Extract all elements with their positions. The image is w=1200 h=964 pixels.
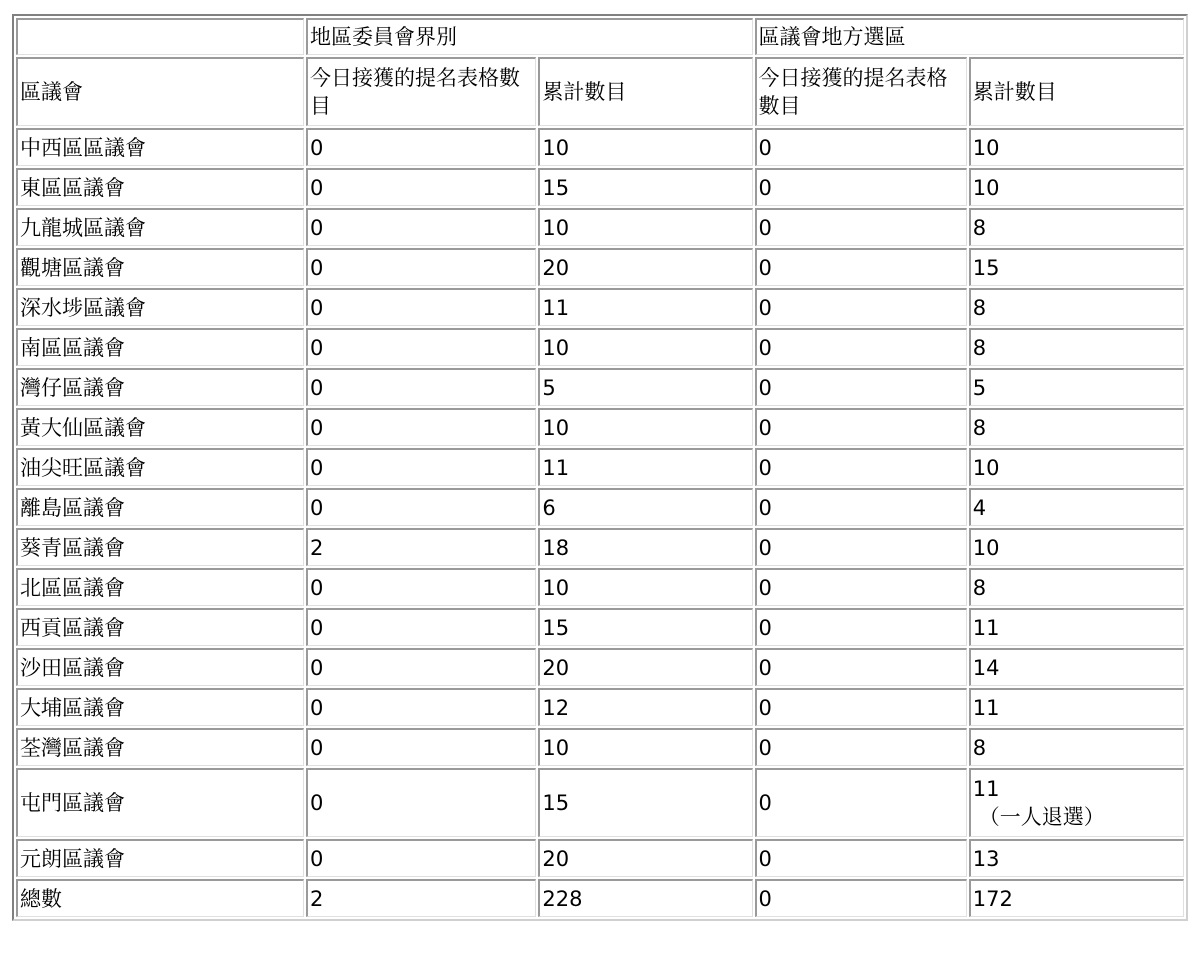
cell-cumulative-a — [538, 368, 752, 406]
cell-council — [16, 248, 304, 286]
corner-cell — [16, 18, 304, 55]
cell-today-b — [755, 839, 967, 877]
cell-cumulative-a — [538, 839, 752, 877]
cell-today-a-value: 0 — [309, 615, 324, 640]
cell-cumulative-b — [969, 328, 1184, 366]
cell-today-a-value: 0 — [309, 415, 324, 440]
total-today-a: 2 — [306, 879, 536, 917]
cell-today-b-value: 0 — [758, 535, 772, 560]
cell-today-b-value: 0 — [758, 255, 772, 280]
cell-cumulative-a — [538, 648, 752, 686]
cell-council-value: 觀塘區議會 — [20, 255, 125, 280]
cell-today-a-value: 0 — [309, 335, 324, 360]
cell-cumulative-a — [538, 248, 752, 286]
cell-cumulative-a — [538, 768, 752, 837]
cell-today-a — [306, 728, 536, 766]
table-row — [16, 288, 1184, 326]
cell-council-value: 元朗區議會 — [20, 846, 125, 871]
cell-today-a — [306, 528, 536, 566]
cell-today-a — [306, 328, 536, 366]
cell-cumulative-a — [538, 528, 752, 566]
cell-council-value: 黃大仙區議會 — [20, 415, 146, 440]
cell-cumulative-a-value: 20 — [542, 255, 570, 280]
cell-cumulative-a-value: 18 — [542, 535, 570, 560]
table-row — [16, 688, 1184, 726]
column-header-cumulative-b: 累計數目 — [969, 57, 1184, 126]
cell-today-b — [755, 288, 967, 326]
cell-today-b — [755, 568, 967, 606]
cell-cumulative-a-value: 10 — [542, 135, 570, 160]
cell-today-a-value: 0 — [309, 575, 324, 600]
table-row — [16, 768, 1184, 837]
cell-cumulative-b — [969, 648, 1184, 686]
cell-cumulative-a-value: 10 — [542, 415, 570, 440]
column-header-today-b: 今日接獲的提名表格數目 — [755, 57, 967, 126]
cell-council — [16, 728, 304, 766]
cell-cumulative-a — [538, 328, 752, 366]
cell-council — [16, 368, 304, 406]
cell-cumulative-b — [969, 128, 1184, 166]
cell-today-b — [755, 608, 967, 646]
cell-today-a-value: 0 — [309, 495, 324, 520]
table-row — [16, 248, 1184, 286]
cell-cumulative-b-value: 8 — [972, 735, 987, 760]
total-cumulative-b: 172 — [969, 879, 1184, 917]
cell-cumulative-a-value: 20 — [542, 655, 570, 680]
cell-cumulative-a-value: 12 — [542, 695, 570, 720]
table-row — [16, 568, 1184, 606]
nomination-count-table — [12, 14, 1188, 921]
cell-cumulative-a — [538, 688, 752, 726]
cell-council — [16, 328, 304, 366]
table-row — [16, 648, 1184, 686]
cell-today-b-value: 0 — [758, 695, 772, 720]
cell-today-b — [755, 488, 967, 526]
cell-council — [16, 408, 304, 446]
cell-council-value: 中西區區議會 — [20, 135, 146, 160]
cell-today-a — [306, 248, 536, 286]
cell-today-a-value: 0 — [309, 215, 324, 240]
cell-today-a — [306, 839, 536, 877]
cell-council-value: 西貢區議會 — [20, 615, 125, 640]
cell-cumulative-b — [969, 568, 1184, 606]
cell-today-b-value: 0 — [758, 455, 772, 480]
cell-cumulative-b-value: 8 — [972, 575, 987, 600]
table-row — [16, 408, 1184, 446]
cell-cumulative-b-value: 10 — [972, 175, 1000, 200]
cell-cumulative-b-value: 11 — [972, 615, 1000, 640]
cell-today-a-value: 0 — [309, 455, 324, 480]
cell-today-b — [755, 208, 967, 246]
cell-cumulative-b-value: 8 — [972, 335, 987, 360]
cell-council-value: 屯門區議會 — [20, 791, 125, 815]
cell-council-value: 荃灣區議會 — [20, 735, 125, 760]
column-header-row — [16, 57, 1184, 126]
cell-cumulative-b — [969, 368, 1184, 406]
cell-today-b-value: 0 — [758, 375, 772, 400]
cell-cumulative-b — [969, 688, 1184, 726]
cell-today-b — [755, 408, 967, 446]
table-row — [16, 368, 1184, 406]
cell-today-a — [306, 408, 536, 446]
cell-council — [16, 839, 304, 877]
cell-today-b — [755, 528, 967, 566]
cell-today-a — [306, 168, 536, 206]
cell-today-b-value: 0 — [758, 791, 772, 815]
table-row — [16, 488, 1184, 526]
table-row — [16, 208, 1184, 246]
column-header-council: 區議會 — [16, 57, 304, 126]
cell-today-b — [755, 768, 967, 837]
cell-today-b — [755, 688, 967, 726]
cell-today-a-value: 0 — [309, 175, 324, 200]
cell-council-value: 油尖旺區議會 — [20, 455, 146, 480]
cell-cumulative-a — [538, 728, 752, 766]
cell-cumulative-b-value: 10 — [972, 535, 1000, 560]
cell-today-b-value: 0 — [758, 135, 772, 160]
cell-council-value: 東區區議會 — [20, 175, 125, 200]
cell-today-a-value: 0 — [309, 295, 324, 320]
cell-today-a — [306, 648, 536, 686]
cell-today-b — [755, 648, 967, 686]
withdrawal-note: （一人退選） — [978, 805, 1105, 829]
cell-today-b-value: 0 — [758, 575, 772, 600]
cell-cumulative-a-value: 11 — [542, 295, 570, 320]
cell-today-a — [306, 688, 536, 726]
cell-today-b — [755, 728, 967, 766]
cell-council-value: 大埔區議會 — [20, 695, 125, 720]
cell-cumulative-a — [538, 408, 752, 446]
total-row — [16, 879, 1184, 917]
cell-cumulative-b-value: 13 — [972, 846, 1000, 871]
column-header-today-a: 今日接獲的提名表格數目 — [306, 57, 536, 126]
cell-council — [16, 208, 304, 246]
cell-council — [16, 128, 304, 166]
cell-today-b-value: 0 — [758, 295, 772, 320]
cell-today-b — [755, 128, 967, 166]
cell-cumulative-a-value: 20 — [542, 846, 570, 871]
cell-cumulative-b — [969, 728, 1184, 766]
cell-council — [16, 448, 304, 486]
cell-council — [16, 688, 304, 726]
cell-today-b — [755, 168, 967, 206]
cell-council — [16, 568, 304, 606]
cell-today-b-value: 0 — [758, 735, 772, 760]
table-row — [16, 728, 1184, 766]
group-header-row — [16, 18, 1184, 55]
cell-today-a — [306, 208, 536, 246]
cell-cumulative-a — [538, 168, 752, 206]
cell-today-a — [306, 608, 536, 646]
cell-cumulative-b-value: 14 — [972, 655, 1000, 680]
cell-cumulative-b — [969, 408, 1184, 446]
cell-today-a — [306, 288, 536, 326]
cell-cumulative-a-value: 10 — [542, 735, 570, 760]
cell-today-a-value: 0 — [309, 791, 324, 815]
cell-today-a-value: 0 — [309, 735, 324, 760]
cell-cumulative-b — [969, 528, 1184, 566]
total-today-b: 0 — [755, 879, 967, 917]
cell-council-value: 離島區議會 — [20, 495, 125, 520]
cell-cumulative-a — [538, 288, 752, 326]
cell-cumulative-a-value: 15 — [542, 791, 570, 815]
table-row — [16, 528, 1184, 566]
cell-today-a — [306, 488, 536, 526]
cell-today-b-value: 0 — [758, 175, 772, 200]
cell-council-value: 深水埗區議會 — [20, 295, 146, 320]
cell-cumulative-a-value: 10 — [542, 215, 570, 240]
cell-cumulative-a-value: 10 — [542, 575, 570, 600]
cell-council — [16, 528, 304, 566]
cell-cumulative-b — [969, 839, 1184, 877]
cell-cumulative-b — [969, 488, 1184, 526]
cell-cumulative-a — [538, 448, 752, 486]
cell-council — [16, 168, 304, 206]
cell-today-b — [755, 448, 967, 486]
cell-council-value: 九龍城區議會 — [20, 215, 146, 240]
cell-today-a-value: 0 — [309, 846, 324, 871]
cell-today-b-value: 0 — [758, 495, 772, 520]
cell-cumulative-a — [538, 128, 752, 166]
cell-council-value: 南區區議會 — [20, 335, 125, 360]
cell-cumulative-b — [969, 248, 1184, 286]
cell-today-b — [755, 328, 967, 366]
cell-cumulative-a-value: 11 — [542, 455, 570, 480]
cell-today-b-value: 0 — [758, 615, 772, 640]
table-body — [16, 18, 1184, 917]
cell-today-a-value: 0 — [309, 695, 324, 720]
cell-cumulative-b — [969, 208, 1184, 246]
cell-cumulative-a-value: 10 — [542, 335, 570, 360]
table-row — [16, 168, 1184, 206]
cell-today-a — [306, 768, 536, 837]
cell-cumulative-b-value: 4 — [972, 495, 987, 520]
cell-council — [16, 608, 304, 646]
cell-today-a — [306, 368, 536, 406]
cell-council-value: 沙田區議會 — [20, 655, 125, 680]
cell-today-b-value: 0 — [758, 215, 772, 240]
total-label: 總數 — [16, 879, 304, 917]
total-cumulative-a: 228 — [538, 879, 752, 917]
cell-cumulative-a-value: 6 — [542, 495, 556, 520]
nomination-table-container — [12, 14, 1188, 946]
table-row — [16, 328, 1184, 366]
cell-today-b — [755, 248, 967, 286]
cell-today-b-value: 0 — [758, 335, 772, 360]
cell-cumulative-b-value: 11 — [972, 777, 1000, 801]
cell-council-value: 葵青區議會 — [20, 535, 125, 560]
cell-cumulative-a — [538, 208, 752, 246]
cell-cumulative-a-value: 5 — [542, 375, 556, 400]
cell-cumulative-a-value: 15 — [542, 615, 570, 640]
cell-cumulative-b — [969, 768, 1184, 837]
cell-cumulative-b-value: 10 — [972, 135, 1000, 160]
cell-today-a-value: 0 — [309, 255, 324, 280]
cell-cumulative-b-value: 8 — [972, 215, 987, 240]
cell-cumulative-b — [969, 168, 1184, 206]
cell-cumulative-a — [538, 488, 752, 526]
table-row — [16, 448, 1184, 486]
cell-cumulative-a-value: 15 — [542, 175, 570, 200]
cell-cumulative-a — [538, 568, 752, 606]
cell-council — [16, 288, 304, 326]
cell-cumulative-b — [969, 448, 1184, 486]
cell-council-value: 灣仔區議會 — [20, 375, 125, 400]
table-row — [16, 128, 1184, 166]
cell-today-a — [306, 448, 536, 486]
cell-cumulative-b — [969, 608, 1184, 646]
group-header-district-committee: 地區委員會界別 — [306, 18, 753, 55]
cell-today-a — [306, 128, 536, 166]
cell-council — [16, 488, 304, 526]
cell-today-a-value: 0 — [309, 375, 324, 400]
cell-cumulative-b-value: 11 — [972, 695, 1000, 720]
cell-today-a-value: 0 — [309, 655, 324, 680]
cell-cumulative-b-value: 8 — [972, 415, 987, 440]
cell-cumulative-b-value: 8 — [972, 295, 987, 320]
cell-cumulative-b-value: 10 — [972, 455, 1000, 480]
cell-today-a — [306, 568, 536, 606]
cell-today-b — [755, 368, 967, 406]
table-row — [16, 839, 1184, 877]
cell-cumulative-b-value: 5 — [972, 375, 987, 400]
cell-today-b-value: 0 — [758, 846, 772, 871]
cell-today-b-value: 0 — [758, 655, 772, 680]
cell-cumulative-a — [538, 608, 752, 646]
cell-cumulative-b-value: 15 — [972, 255, 1000, 280]
cell-today-a-value: 2 — [309, 535, 324, 560]
cell-council — [16, 648, 304, 686]
cell-council — [16, 768, 304, 837]
table-row — [16, 608, 1184, 646]
cell-cumulative-b — [969, 288, 1184, 326]
group-header-council-constituency: 區議會地方選區 — [755, 18, 1184, 55]
column-header-cumulative-a: 累計數目 — [538, 57, 752, 126]
cell-today-b-value: 0 — [758, 415, 772, 440]
cell-today-a-value: 0 — [309, 135, 324, 160]
cell-council-value: 北區區議會 — [20, 575, 125, 600]
